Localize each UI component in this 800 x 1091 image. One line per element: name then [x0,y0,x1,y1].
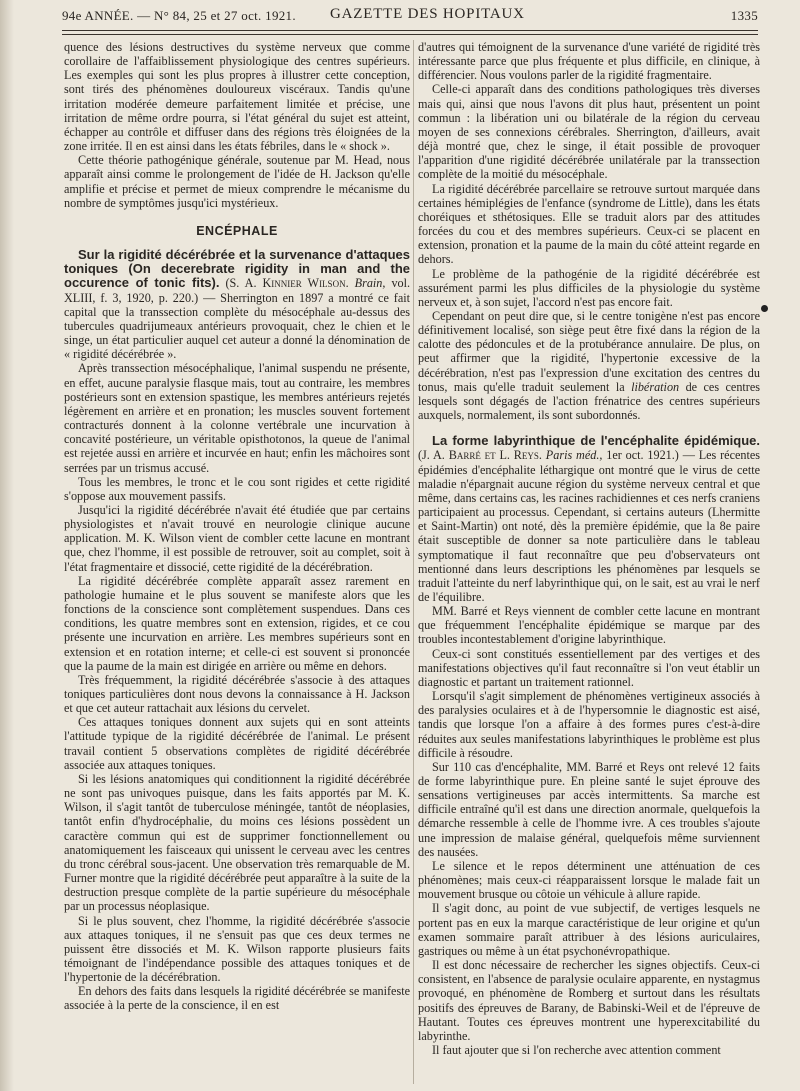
emphasis: libération [631,379,680,394]
paragraph: Il est donc nécessaire de rechercher les signes objectifs. Ceux-ci consistent, en l'absence de paralysie oculaire apparente, en nystagmus provoqué, en phénomène de Romberg et surtout dans les résultats positifs des épreuves de Barany, de Babinski-Weil et de l'épreuve de Hautant. Toutes ces épreuves montrent une hyperexcitabilité du labyrinthe. [418,958,760,1043]
paragraph: Très fréquemment, la rigidité décérébrée s'associe à des attaques toniques particulières dont nous devons la connaissance à H. Jackson et que cet auteur rattachait aux lésions du cervelet. [64,672,410,716]
article-lead [64,248,410,361]
article-ref-post: vol. XLIII, f. 3, 1920, p. 220.) — Sherrington en 1897 a montré ce fait capital que la transsection complète du mésocéphale au-dessus des tubercules quadrijumeaux antérieurs provoquait, chez le chien et le singe, un état particulier auquel cet auteur a donné la dénomination de « rigidité décérébrée ». [64,276,411,362]
paragraph: Jusqu'ici la rigidité décérébrée n'avait été étudiée que par certains physiologistes et n'avait trouvé en neurologie clinique aucune application. M. K. Wilson vient de combler cette lacune en montrant que, chez l'homme, il est possible de retrouver, soit au complet, soit à l'état fragmentaire et dissocié, cette rigidité de la décérébration. [64,502,410,574]
paragraph: Cette théorie pathogénique générale, soutenue par M. Head, nous apparaît ainsi comme le prolongement de l'idée de H. Jackson qu'elle amplifie et précise et permet de mieux comprendre le mécanisme du nombre de symptômes jusqu'ici mystérieux. [64,153,410,210]
article-journal: Paris méd., [545,448,603,463]
paragraph: En dehors des faits dans lesquels la rigidité décérébrée se manifeste associée à la perte de la conscience, il en est [64,984,410,1013]
running-header [62,6,758,28]
article-ref-post: 1er oct. 1921.) — Les récentes épidémies d'encéphalite léthargique ont montré que le virus de cette maladie n'épargnait aucune région du système nerveux central et que même, dans certains cas, les racines rachidiennes et ces nerfs craniens participaient au processus. Cependant, si certains auteurs (Lhermitte et Saint-Martin) ont noté, dès la première épidémie, que la 8e paire était susceptible de donner sa note particulière dans le tableau symptomatique il faut reconnaître que peu d'observateurs ont mentionné dans leurs descriptions les phénomènes par lesquels se traduit l'atteinte du nerf labyrinthique qui, on le sait, est au vrai le nerf de l'équilibre. [418,448,761,604]
paragraph: La rigidité décérébrée parcellaire se retrouve surtout marquée dans certaines hémiplégies de l'enfance (syndrome de Little), dans les états choréiques et sthétosiques. Elle se traduit alors par des attitudes forcées du cou et des membres supérieurs. Ceux-ci se placent en extension, pronation et la paume de la main du côté atteint regarde en dehors. [418,181,760,267]
paragraph: Si les lésions anatomiques qui conditionnent la rigidité décérébrée ne sont pas univoques puisque, dans les faits apportés par M. K. Wilson, il s'agit tantôt de tuberculose méningée, tantôt de néoplasies, tantôt enfin d'hydrocéphalie, du moins ces lésions possèdent un caractère commun qui est de supprimer fonctionnellement ou anatomiquement les faisceaux qui unissent le cerveau avec les centres du tronc cérébral sous-jacent. Une observation très remarquable de M. Furner montre que la rigidité décérébrée peut apparaître à la suite de la destruction presque complète de la partie supérieure du mésocéphale par un processus néoplasique. [64,771,410,914]
paragraph: Lorsqu'il s'agit simplement de phénomènes vertigineux associés à des paralysies oculaires et à de l'hypersomnie le diagnostic est aisé, tandis que lorsque l'on a affaire à des formes pures c'est-à-dire réduites aux seules manifestations labyrinthiques le problème est plus difficile à résoudre. [418,689,760,760]
paragraph: Il s'agit donc, au point de vue subjectif, de vertiges lesquels ne portent pas en eux la marque caractéristique de leur origine et qu'un examen sommaire paraît attribuer à des lésions auriculaires, gastriques ou même à un état psychonévropathique. [418,901,760,958]
paragraph: La rigidité décérébrée complète apparaît assez rarement en pathologie humaine et le plus souvent se manifeste alors que les fonctions de la conscience sont complètement suspendues. Dans ces conditions, les quatre membres sont en extension, rigides, et ce cou présente une incurvation en arrière. Les membres supérieurs sont en extension et en rotation interne; et celle-ci est souvent si prononcée que la paume de la main est dirigée en arrière ou même en dehors. [64,573,410,673]
article-journal: Brain, [354,276,386,291]
paragraph: Ces attaques toniques donnent aux sujets qui en sont atteints l'attitude typique de la rigidité décérébrée de l'animal. Le présent travail contient 5 observations complètes de rigidité décérébrée associée aux attaques toniques. [64,715,410,772]
article-title: La forme labyrinthique de l'encéphalite épidémique. [432,433,760,449]
article-ref-pre: (J. A. [418,448,445,463]
paragraph: MM. Barré et Reys viennent de combler cette lacune en montrant que fréquemment l'encéphalite épidémique se marque par des troubles incontestablement d'origine labyrinthique. [418,604,760,647]
journal-title: GAZETTE DES HOPITAUX [330,6,525,22]
article-lead [418,434,760,604]
paragraph: quence des lésions destructives du système nerveux que comme corollaire de l'affaiblissement physiologique des centres supérieurs. Les exemples qui sont les plus propres à illustrer cette conception, sont tirés des phénomènes douloureux viscéraux. Tandis qu'une irritation modérée demeure parfaitement limitée et précise, une irritation de même ordre pourra, si l'état général du sujet est atteint, échapper au contrôle et diffuser dans des régions très éloignées de la zone irritée. Il en est ainsi dans les états fébriles, dans le « shock ». [64,40,410,154]
ink-dot [761,305,768,312]
paragraph: Si le plus souvent, chez l'homme, la rigidité décérébrée s'associe aux attaques toniques, il ne s'ensuit pas que ces deux termes ne puissent être dissociés et M. K. Wilson rapporte plusieurs faits témoignant de l'indépendance possible des attaques toniques et de l'hypertonie de la décérébration. [64,913,410,985]
right-column [418,40,760,1057]
paragraph: Sur 110 cas d'encéphalite, MM. Barré et Reys ont relevé 12 faits de forme labyrinthique pure. En pleine santé le sujet éprouve des sensations vertigineuses par accès intermittents. Sa marche est difficile entraîné qu'il est dans une direction anormale, quelquefois la démarche ressemble à celle de l'homme ivre. A ces troubles s'ajoute une impression de malaise général, quelquefois même surviennent des nausées. [418,759,760,859]
paragraph: Tous les membres, le tronc et le cou sont rigides et cette rigidité s'oppose aux mouvement passifs. [64,474,410,503]
left-column [64,40,410,1013]
article-ref-pre: (S. A. [225,276,257,291]
paragraph [418,309,760,422]
paragraph: Après transsection mésocéphalique, l'animal suspendu ne présente, en effet, aucune paralysie flasque mais, tout au contraire, les membres postérieurs sont en extension spastique, les membres antérieurs rejetés légèrement en arrière et en pronation; les muscles souvent fortement contracturés donnent à la colonne vertébrale une incurvation à concavité postérieure, un véritable opisthotonos, la queue de l'animal est rejetée aussi en arrière et incurvée en haut; enfin les mâchoires sont serrées par un trismus accusé. [64,361,410,475]
header-rule-bottom [62,34,758,35]
column-divider [413,40,414,1084]
paragraph: Il faut ajouter que si l'on recherche avec attention comment [432,1042,721,1057]
paragraph: d'autres qui témoignent de la survenance d'une variété de rigidité très intéressante parce que plus fréquente et plus difficile, en clinique, à différencier. Nous voulons parler de la rigidité fragmentaire. [418,40,760,83]
page-edge-shadow [0,0,14,1091]
text-run: de ces centres lesquels sont dégagés de l'action frénatrice des centres supérieurs auxquels, normalement, ils sont subordonnés. [418,379,761,423]
paragraph: Le silence et le repos déterminent une atténuation de ces phénomènes; mais ceux-ci réapparaissent lorsque le malade fait un mouvement brusque ou côtoie un véhicule à allure rapide. [418,858,760,902]
paragraph: Ceux-ci sont constitués essentiellement par des vertiges et des manifestations objectives qu'il faut reconnaître si l'on veut établir un diagnostic et partant un traitement rationnel. [418,646,760,689]
paragraph: Celle-ci apparaît dans des conditions pathologiques très diverses mais qui, ainsi que nous l'avons dit plus haut, présentent un point commun : la libération uni ou bilatérale de la région du cerveau moyen de ses connexions cérébrales. Sherrington, d'ailleurs, avait déjà montré que, chez le singe, il était possible de provoquer l'apparition d'une rigidité décérébrée unilatérale par la transsection complète de la moitié du mésocéphale. [418,82,760,182]
page-number: 1335 [730,8,758,23]
header-rule-top [62,30,758,31]
issue-info: 94e ANNÉE. — N° 84, 25 et 27 oct. 1921. [62,8,296,23]
section-heading: ENCÉPHALE [196,223,278,238]
article-title: Sur la rigidité décérébrée et la survenance d'attaques toniques (On decerebrate rigidity in man and the occurence of tonic fits). [64,247,410,291]
text-run: Cependant on peut dire que, si le centre tonigène n'est pas encore définitivement localisé, son siège peut être fixé dans la région de la calotte des pédoncules et de la protubérance annulaire. De plus, on peut affirmer que la rigidité, l'hypertonie excessive de la décérébration, n'est pas l'expression d'une excitation des centres du tonus, mais qu'elle traduit seulement la [418,308,760,394]
article-authors: Barré et L. Reys. [448,448,542,463]
article-author: Kinnier Wilson. [262,276,349,291]
paragraph: Le problème de la pathogénie de la rigidité décérébrée est assurément parmi les plus difficiles de la physiologie du système nerveux et, à son sujet, l'accord n'est pas encore fait. [418,266,760,309]
